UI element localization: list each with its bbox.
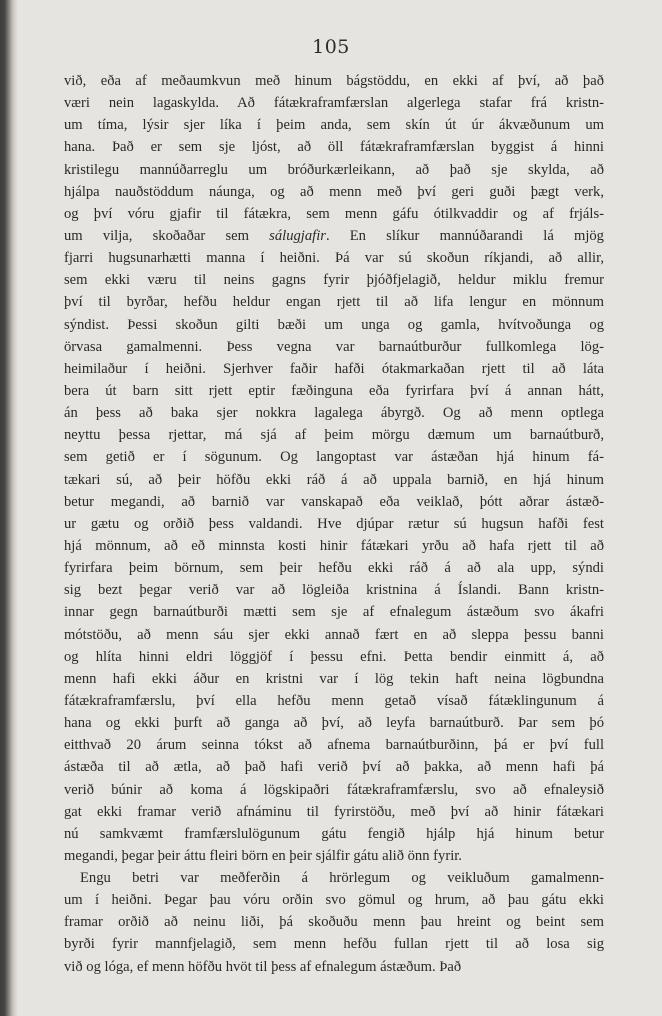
text-line: ur gætu og orðið þess valdandi. Hve djúpar rætur sú hugsun hafði fest [64,515,604,532]
text-line: nú samkvæmt framfærslulögunum gátu fengið hjálp hjá hinum betur [64,825,604,842]
text-line: hjálpa nauðstöddum náunga, og að menn með því geri guði þægt verk, [64,183,604,200]
text-line: kristilegu mannúðarreglu um bróðurkærleikann, að það sje skylda, að [64,161,604,178]
book-spine-edge [0,0,18,1016]
text-line: við, eða af meðaumkvun með hinum bágstöddu, en ekki af því, að það [64,73,604,89]
text-line: við og lóga, ef menn höfðu hvöt til þess af efnalegum ástæðum. Það [64,958,462,975]
text-line: neyttu þessa rjettar, má sjá af þeim mörgu dæmum um barnaútburð, [64,427,604,444]
text-line: og því vóru gjafir til fátækra, sem menn gáfu ótilkvaddir og af frjáls- [64,205,604,222]
text-line: væri nein lagaskylda. Að fátækraframfærslan algerlega stafar frá kristn- [64,95,604,112]
text-line: betur megandi, að barnið var vanskapað eða veiklað, þótt aðrar ástæð- [64,493,604,510]
text-line: menn hafi ekki áður en kristni var í lög tekin haft neina lögbundna [64,670,604,687]
text-line: eitthvað 20 árum seinna tókst að afnema barnaútburðinn, þá er því full [64,737,604,754]
text-line: byrði fyrir mannfjelagið, sem menn hefðu fullan rjett til að losa sig [64,936,604,953]
text-line: um tíma, lýsir sjer líka í þeim anda, sem skín út úr ákvæðunum um [64,117,604,134]
text-line: sýndist. Þessi skoðun gilti bæði um unga og gamla, hvítvoðunga og [64,316,604,333]
text-line: örvasa gamalmenni. Þess vegna var barnaútburður fullkomlega lög- [64,338,604,355]
text-line: Engu betri var meðferðin á hrörlegum og veikluðum gamalmenn- [80,870,604,887]
page-number: 105 [312,36,350,58]
text-line: tækari sú, að þeir höfðu ekki ráð á að uppala barnið, en hjá hinum [64,471,604,488]
text-line: sem getið er í sögunum. Og langoptast var ástæðan hjá hinum fá- [64,449,604,466]
text-line: verið búnir að koma á lögskipaðri fátækraframfærslu, svo að efnaleysið [64,781,604,798]
text-line: megandi, þegar þeir áttu fleiri börn en þeir sjálfir gátu alið önn fyrir. [64,847,462,864]
text-line: um vilja, skoðaðar sem sálugjafir. En slíkur mannúðarandi lá mjög [64,227,604,244]
text-line: bera út barn sitt rjett eptir fæðinguna eða fyrirfara því á annan hátt, [64,382,604,399]
text-line: hana. Það er sem sje ljóst, að öll fátækraframfærslan byggist á hinni [64,139,604,156]
text-line: hjá mönnum, að eð minnsta kosti hinir fátækari yrðu að hafa rjett til að [64,537,604,554]
text-line: mótstöðu, að menn sáu sjer ekki annað fært en að sleppa þessu banni [64,626,604,643]
text-line: framar orðið að neinu liði, þá skoðuðu menn þau hreint og beint sem [64,914,604,931]
text-line: án þess að baka sjer nokkra lagalega ábyrgð. Og að menn optlega [64,405,604,422]
text-line: heimilaður í heiðni. Sjerhver faðir hafði ótakmarkaðan rjett til að láta [64,360,604,377]
text-line: um í heiðni. Þegar þau vóru orðin svo gömul og hrum, að þau gátu ekki [64,892,604,909]
text-line: innar gegn barnaútburði mætti sem sje af efnalegum ástæðum svo ákafri [64,604,604,621]
text-line: sem ekki væru til neins gagns fyrir þjóðfjelagið, heldur miklu fremur [64,272,604,289]
text-line: fjarri hugsunarhætti manna í heiðni. Þá var sú skoðun ríkjandi, að allir, [64,250,604,267]
text-line: fátækraframfærslu, því ella hefðu menn getað vísað fátæklingunum á [64,692,604,709]
text-line: og hlíta hinni eldri löggjöf í þessu efni. Þetta bendir einmitt á, að [64,648,604,665]
text-line: gat ekki framar verið afnáminu til fyrirstöðu, með því að hinir fátækari [64,803,604,820]
text-line: ástæða til að ætla, að það hafi verið því að þakka, að menn hafi þá [64,759,604,776]
text-line: sig bezt þegar verið var að lögleiða kristnina á Íslandi. Bann kristn- [64,582,604,599]
text-line: hana og ekki þurft að ganga að því, að leyfa barnaútburð. Þar sem þó [64,715,604,732]
body-text [64,70,604,978]
text-line: því til byrðar, hefðu heldur engan rjett til að lifa lengur en mönnum [64,294,604,311]
text-line: fyrirfara þeim börnum, sem þeir hefðu ekki ráð á að ala upp, sýndi [64,560,604,577]
